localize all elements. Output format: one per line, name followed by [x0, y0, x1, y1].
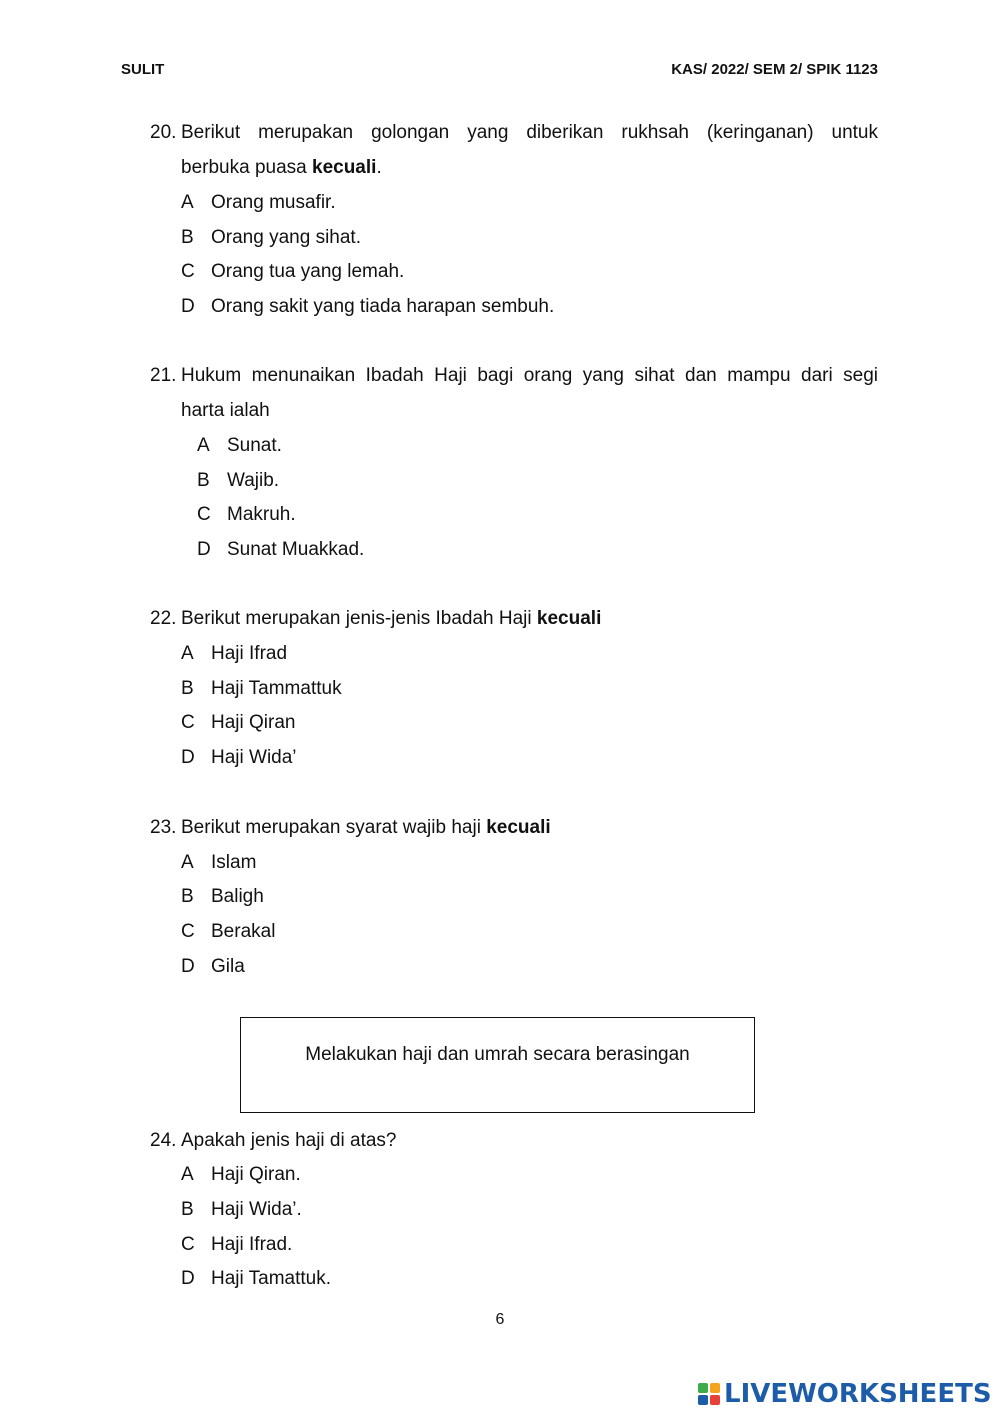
emphasis-kecuali: kecuali [486, 817, 551, 838]
option-20-c[interactable]: C Orang tua yang lemah. [181, 261, 405, 282]
option-23-a[interactable]: A Islam [181, 852, 257, 873]
option-23-d[interactable]: D Gila [181, 956, 245, 977]
liveworksheets-watermark [698, 1378, 992, 1410]
option-24-b[interactable]: B Haji Wida’. [181, 1199, 302, 1220]
option-21-d[interactable]: D Sunat Muakkad. [197, 539, 365, 560]
option-21-a[interactable]: A Sunat. [197, 435, 282, 456]
question-number: 23. [150, 817, 177, 838]
watermark-text: LIVEWORKSHEETS [724, 1379, 992, 1409]
option-24-d[interactable]: D Haji Tamattuk. [181, 1268, 332, 1289]
option-20-b[interactable]: B Orang yang sihat. [181, 227, 361, 248]
option-24-c[interactable]: C Haji Ifrad. [181, 1234, 293, 1255]
question-text: Berikut merupakan jenis-jenis Ibadah Haji kecuali [181, 608, 602, 629]
question-text-continued: harta ialah [181, 400, 270, 421]
statement-text: Melakukan haji dan umrah secara berasingan [305, 1044, 690, 1065]
option-21-c[interactable]: C Makruh. [197, 504, 296, 525]
option-22-a[interactable]: A Haji Ifrad [181, 643, 288, 664]
emphasis-kecuali: kecuali [536, 608, 602, 629]
liveworksheets-logo-icon [698, 1383, 720, 1405]
question-number: 20. [150, 122, 177, 143]
question-text: Berikut merupakan syarat wajib haji kecuali [181, 817, 551, 838]
option-21-b[interactable]: B Wajib. [197, 470, 280, 491]
emphasis-kecuali: kecuali [312, 157, 377, 178]
option-22-c[interactable]: C Haji Qiran [181, 712, 296, 733]
option-20-a[interactable]: A Orang musafir. [181, 192, 336, 213]
header-right: KAS/ 2022/ SEM 2/ SPIK 1123 [671, 61, 878, 78]
option-22-b[interactable]: B Haji Tammattuk [181, 678, 342, 699]
header-left: SULIT [121, 61, 165, 78]
option-23-b[interactable]: B Baligh [181, 886, 264, 907]
option-20-d[interactable]: D Orang sakit yang tiada harapan sembuh. [181, 296, 555, 317]
question-number: 22. [150, 608, 177, 629]
question-number: 21. [150, 365, 177, 386]
option-24-a[interactable]: A Haji Qiran. [181, 1164, 301, 1185]
option-22-d[interactable]: D Haji Wida’ [181, 747, 297, 768]
question-number: 24. [150, 1130, 177, 1151]
question-text: Hukum menunaikan Ibadah Haji bagi orang yang sihat dan mampu dari segi [181, 365, 878, 386]
question-text-continued: berbuka puasa kecuali. [181, 157, 382, 178]
page-number: 6 [495, 1311, 505, 1328]
question-text: Berikut merupakan golongan yang diberikan rukhsah (keringanan) untuk [181, 122, 878, 143]
statement-box [240, 1017, 755, 1113]
option-23-c[interactable]: C Berakal [181, 921, 276, 942]
question-text: Apakah jenis haji di atas? [181, 1130, 397, 1151]
